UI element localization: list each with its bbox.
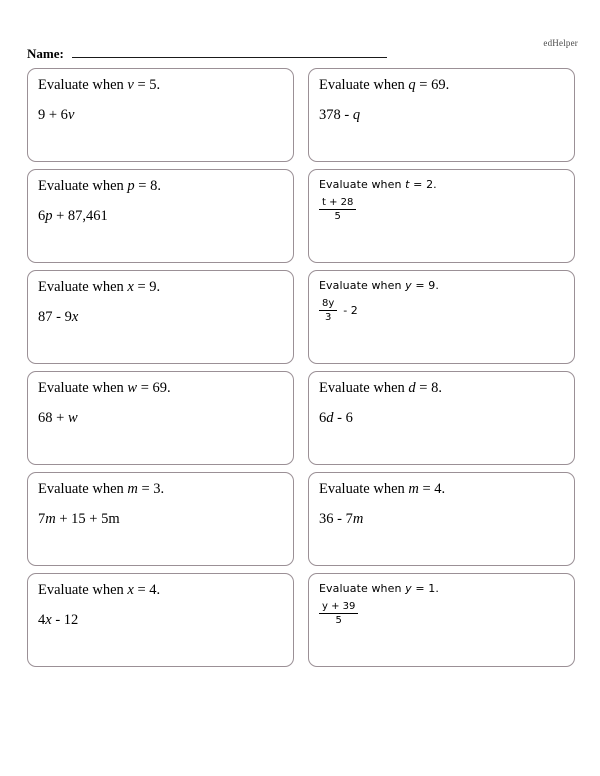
expression-variable: m — [352, 511, 364, 527]
problem-expression — [319, 410, 564, 427]
prompt-prefix: Evaluate when — [319, 279, 406, 292]
problem-box[interactable] — [27, 371, 294, 465]
expression-variable: q — [352, 107, 361, 123]
problem-expression — [319, 197, 564, 222]
problem-prompt — [319, 178, 564, 191]
problem-prompt — [319, 582, 564, 595]
prompt-variable: d — [408, 380, 416, 396]
problem-expression — [38, 107, 283, 124]
expression-lead: 36 - 7 — [319, 511, 353, 527]
problem-box[interactable] — [308, 573, 575, 667]
problem-box[interactable] — [308, 472, 575, 566]
problem-box[interactable] — [308, 68, 575, 162]
expression-variable: x — [71, 309, 79, 325]
prompt-variable: m — [127, 481, 138, 497]
prompt-prefix: Evaluate when — [319, 178, 406, 191]
prompt-suffix: = 8. — [134, 178, 161, 194]
problem-box[interactable] — [308, 270, 575, 364]
prompt-variable: x — [127, 582, 134, 598]
prompt-prefix: Evaluate when — [319, 481, 409, 497]
prompt-variable: y — [405, 582, 412, 595]
prompt-suffix: = 4. — [133, 582, 161, 598]
expression-lead: 6 — [319, 410, 327, 426]
problem-expression — [38, 208, 283, 225]
expression-lead: 7 — [38, 511, 46, 527]
fraction-denominator: 3 — [324, 312, 332, 323]
expression-variable: w — [67, 410, 78, 426]
fraction-denominator: 5 — [334, 211, 341, 222]
problem-box[interactable] — [27, 68, 294, 162]
prompt-variable: p — [127, 178, 135, 194]
problem-box[interactable] — [27, 270, 294, 364]
prompt-prefix: Evaluate when — [38, 380, 128, 396]
expression-tail: - 2 — [343, 304, 358, 317]
prompt-suffix: = 1. — [411, 582, 439, 595]
prompt-variable: t — [405, 178, 410, 191]
prompt-variable: v — [127, 77, 134, 93]
fraction-numerator: 8y — [319, 298, 337, 311]
problem-prompt — [319, 380, 564, 397]
expression-variable: d — [326, 410, 334, 426]
edhelper-logo: edHelper — [543, 38, 578, 48]
expression-variable: p — [45, 208, 53, 224]
fraction-denominator: 5 — [335, 615, 342, 626]
problem-box[interactable] — [27, 573, 294, 667]
prompt-suffix: = 4. — [418, 481, 446, 497]
problem-expression — [319, 298, 564, 323]
name-write-in-line[interactable] — [72, 57, 387, 58]
prompt-variable: x — [127, 279, 134, 295]
problem-prompt — [319, 279, 564, 292]
problem-prompt — [38, 178, 283, 195]
prompt-suffix: = 69. — [137, 380, 171, 396]
name-label: Name: — [27, 46, 64, 61]
problem-box[interactable] — [27, 169, 294, 263]
name-row — [27, 47, 387, 60]
problem-prompt — [38, 279, 283, 296]
prompt-variable: y — [405, 279, 412, 292]
fraction-numerator: y + 39 — [319, 601, 358, 614]
prompt-suffix: = 9. — [411, 279, 439, 292]
problem-box[interactable] — [27, 472, 294, 566]
prompt-prefix: Evaluate when — [319, 380, 409, 396]
problem-expression — [38, 309, 283, 326]
problem-prompt — [319, 77, 564, 94]
problem-grid — [27, 68, 575, 667]
expression-tail: - 12 — [51, 612, 79, 628]
problem-expression — [319, 107, 564, 124]
fraction — [319, 298, 337, 323]
prompt-prefix: Evaluate when — [319, 582, 406, 595]
problem-expression — [38, 511, 283, 528]
prompt-variable: m — [408, 481, 419, 497]
problem-expression — [319, 511, 564, 528]
prompt-prefix: Evaluate when — [38, 77, 128, 93]
problem-prompt — [319, 481, 564, 498]
expression-tail: - 6 — [333, 410, 353, 426]
expression-tail: + 87,461 — [52, 208, 108, 224]
prompt-variable: q — [408, 77, 416, 93]
prompt-suffix: = 5. — [133, 77, 161, 93]
prompt-suffix: = 3. — [137, 481, 165, 497]
prompt-prefix: Evaluate when — [319, 77, 409, 93]
problem-expression — [38, 410, 283, 427]
problem-expression — [319, 601, 564, 626]
problem-prompt — [38, 582, 283, 599]
problem-prompt — [38, 481, 283, 498]
expression-lead: 4 — [38, 612, 46, 628]
expression-tail: + 15 + 5m — [55, 511, 120, 527]
prompt-prefix: Evaluate when — [38, 279, 128, 295]
problem-box[interactable] — [308, 371, 575, 465]
prompt-suffix: = 8. — [415, 380, 442, 396]
prompt-prefix: Evaluate when — [38, 178, 128, 194]
expression-variable: x — [45, 612, 52, 628]
expression-lead: 378 - — [319, 107, 353, 123]
prompt-prefix: Evaluate when — [38, 481, 128, 497]
prompt-suffix: = 2. — [409, 178, 437, 191]
expression-lead: 68 + — [38, 410, 68, 426]
expression-lead: 87 - 9 — [38, 309, 72, 325]
problem-prompt — [38, 380, 283, 397]
expression-variable: v — [67, 107, 75, 123]
prompt-suffix: = 9. — [133, 279, 161, 295]
prompt-variable: w — [127, 380, 138, 396]
problem-expression — [38, 612, 283, 629]
prompt-suffix: = 69. — [415, 77, 450, 93]
problem-prompt — [38, 77, 283, 94]
expression-lead: 6 — [38, 208, 46, 224]
fraction — [319, 601, 358, 626]
expression-variable: m — [45, 511, 56, 527]
prompt-prefix: Evaluate when — [38, 582, 128, 598]
problem-box[interactable] — [308, 169, 575, 263]
fraction-numerator: t + 28 — [319, 197, 356, 210]
fraction — [319, 197, 356, 222]
expression-lead: 9 + 6 — [38, 107, 68, 123]
